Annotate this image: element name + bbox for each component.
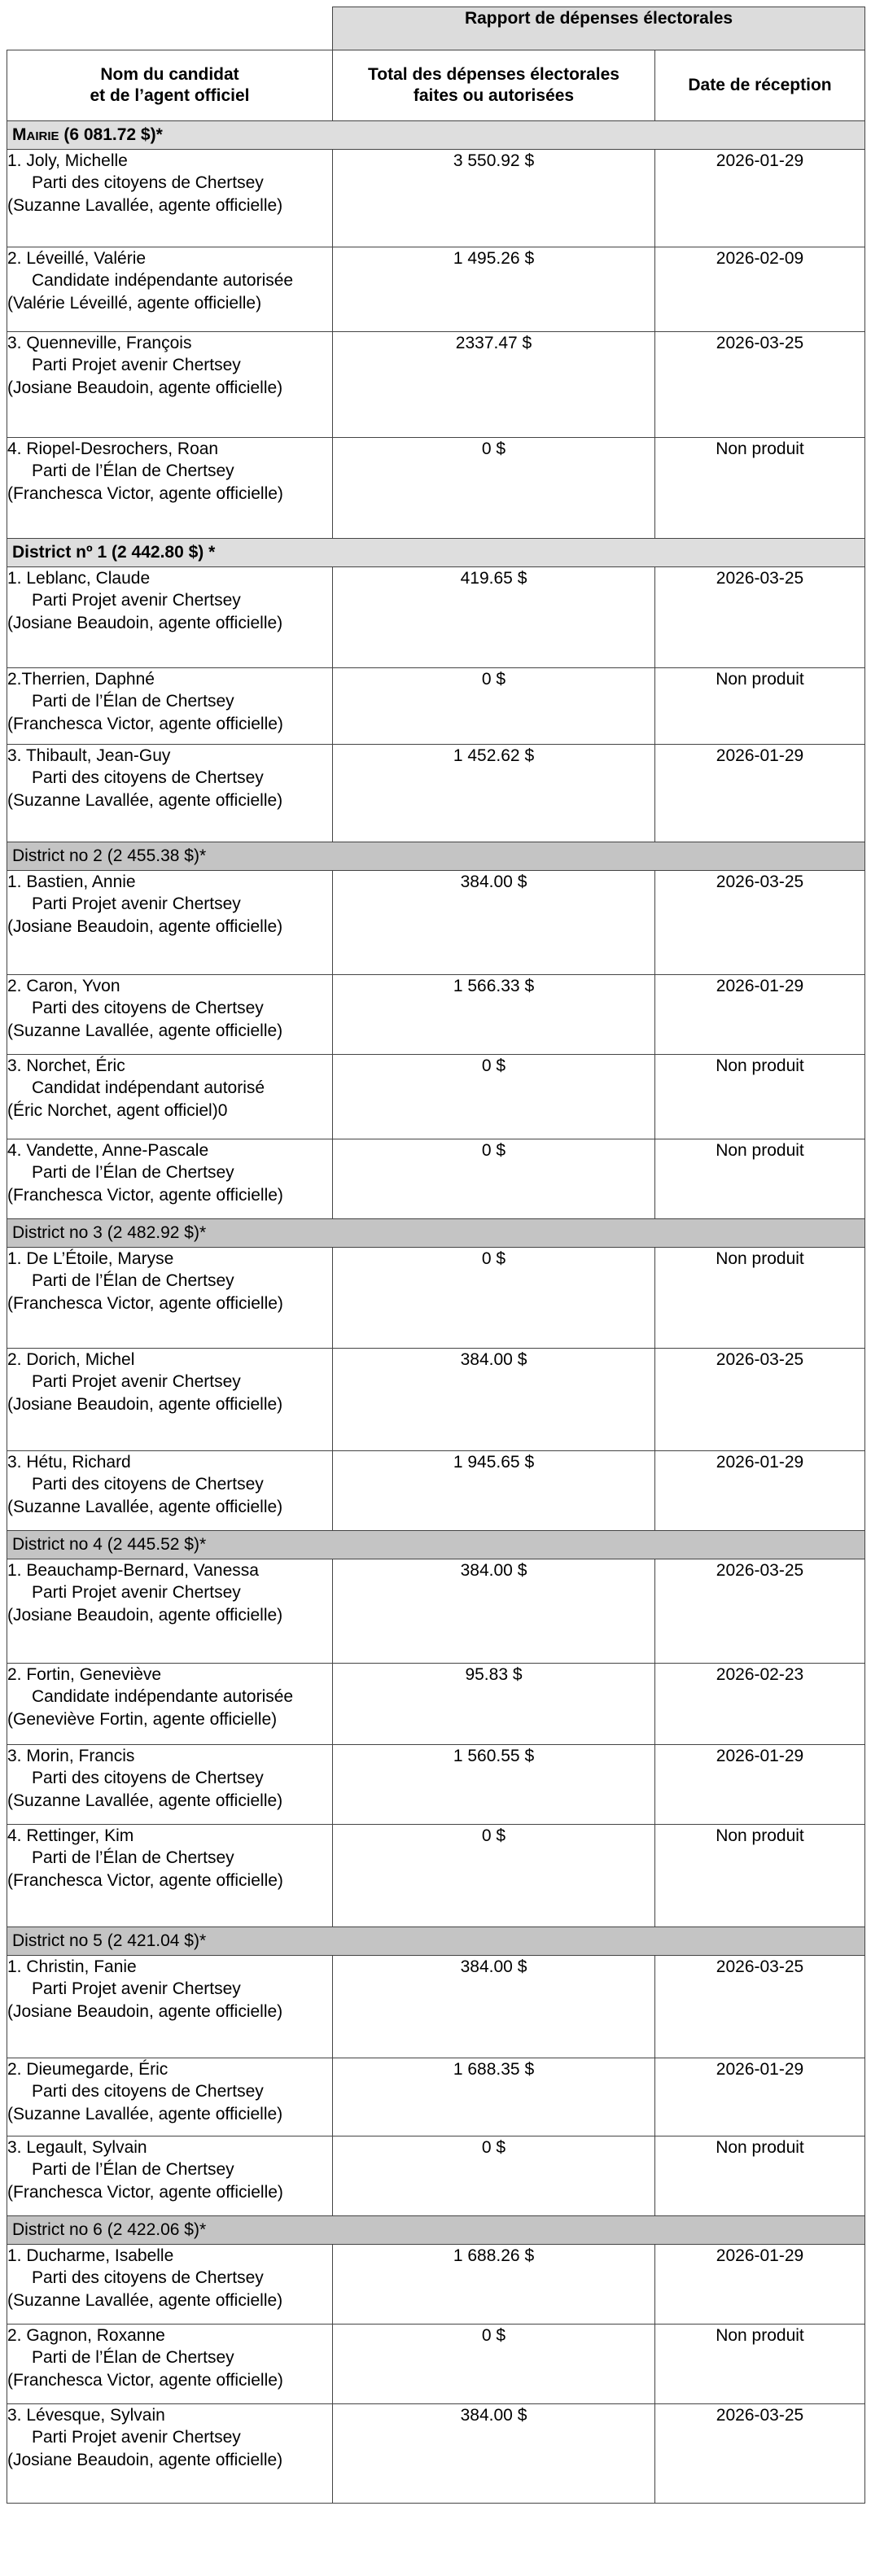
section-header-row xyxy=(7,2216,865,2245)
table-row xyxy=(7,1559,865,1664)
report-body xyxy=(7,121,865,2504)
expense-total: 0 $ xyxy=(333,2325,655,2404)
section-header-row xyxy=(7,539,865,567)
expense-total: 1 688.35 $ xyxy=(333,2058,655,2136)
candidate-party: Parti Projet avenir Chertsey xyxy=(32,2428,241,2447)
column-header-total xyxy=(333,50,655,121)
official-agent: (Josiane Beaudoin, agente officielle) xyxy=(7,2001,283,2021)
section-title: District no 4 (2 445.52 $)* xyxy=(7,1531,865,1559)
expense-total: 0 $ xyxy=(333,1248,655,1349)
official-agent: (Franchesca Victor, agente officielle) xyxy=(7,1293,283,1313)
expense-total: 0 $ xyxy=(333,2136,655,2216)
table-row xyxy=(7,1956,865,2058)
reception-date: 2026-01-29 xyxy=(655,150,865,247)
reception-date: Non produit xyxy=(655,668,865,745)
candidate-cell xyxy=(7,1664,333,1745)
column-header-total-line1: Total des dépenses électorales xyxy=(368,64,619,84)
candidate-name: 3. Morin, Francis xyxy=(7,1747,135,1765)
expense-total: 3 550.92 $ xyxy=(333,150,655,247)
reception-date: Non produit xyxy=(655,438,865,539)
official-agent: (Éric Norchet, agent officiel)0 xyxy=(7,1100,228,1120)
official-agent: (Josiane Beaudoin, agente officielle) xyxy=(7,1605,283,1625)
candidate-cell xyxy=(7,2058,333,2136)
table-row xyxy=(7,745,865,842)
section-header-row xyxy=(7,1531,865,1559)
table-row xyxy=(7,1451,865,1531)
reception-date: 2026-01-29 xyxy=(655,1745,865,1825)
candidate-party: Parti de l’Élan de Chertsey xyxy=(32,1848,234,1868)
expense-total: 95.83 $ xyxy=(333,1664,655,1745)
expense-total: 384.00 $ xyxy=(333,1559,655,1664)
candidate-name: 3. Quenneville, François xyxy=(7,334,192,352)
table-row xyxy=(7,1055,865,1139)
reception-date: Non produit xyxy=(655,1248,865,1349)
official-agent: (Suzanne Lavallée, agente officielle) xyxy=(7,2104,283,2123)
candidate-party: Parti de l’Élan de Chertsey xyxy=(32,1271,234,1291)
candidate-cell xyxy=(7,2404,333,2504)
candidate-party: Candidate indépendante autorisée xyxy=(32,271,294,291)
section-header-row xyxy=(7,1219,865,1248)
section-title: District no 2 (2 455.38 $)* xyxy=(7,842,865,871)
reception-date: 2026-03-25 xyxy=(655,1559,865,1664)
candidate-cell xyxy=(7,150,333,247)
candidate-name: 1. De L’Étoile, Maryse xyxy=(7,1249,174,1268)
table-row xyxy=(7,567,865,668)
candidate-name: 1. Christin, Fanie xyxy=(7,1957,137,1976)
official-agent: (Franchesca Victor, agente officielle) xyxy=(7,2370,283,2390)
reception-date: 2026-01-29 xyxy=(655,975,865,1055)
candidate-cell xyxy=(7,2136,333,2216)
candidate-name: 1. Joly, Michelle xyxy=(7,151,128,170)
candidate-cell xyxy=(7,567,333,668)
candidate-cell xyxy=(7,745,333,842)
official-agent: (Franchesca Victor, agente officielle) xyxy=(7,483,283,503)
expense-total: 419.65 $ xyxy=(333,567,655,668)
official-agent: (Franchesca Victor, agente officielle) xyxy=(7,1185,283,1205)
candidate-party: Parti Projet avenir Chertsey xyxy=(32,356,241,375)
candidate-party: Parti des citoyens de Chertsey xyxy=(32,2082,264,2101)
section-title: District no 5 (2 421.04 $)* xyxy=(7,1927,865,1956)
table-row xyxy=(7,2404,865,2504)
reception-date: 2026-03-25 xyxy=(655,871,865,975)
expense-total: 0 $ xyxy=(333,1055,655,1139)
candidate-party: Parti des citoyens de Chertsey xyxy=(32,768,264,788)
candidate-cell xyxy=(7,1956,333,2058)
candidate-cell xyxy=(7,668,333,745)
expense-total: 1 495.26 $ xyxy=(333,247,655,332)
candidate-name: 4. Vandette, Anne-Pascale xyxy=(7,1141,209,1160)
official-agent: (Josiane Beaudoin, agente officielle) xyxy=(7,1394,283,1414)
candidate-name: 2. Caron, Yvon xyxy=(7,977,120,995)
candidate-party: Parti des citoyens de Chertsey xyxy=(32,1475,264,1494)
table-row xyxy=(7,247,865,332)
expense-total: 384.00 $ xyxy=(333,1956,655,2058)
candidate-name: 2. Dorich, Michel xyxy=(7,1350,135,1369)
candidate-cell xyxy=(7,871,333,975)
candidate-cell xyxy=(7,1745,333,1825)
table-row xyxy=(7,332,865,438)
candidate-cell xyxy=(7,1139,333,1219)
candidate-cell xyxy=(7,1248,333,1349)
candidate-cell xyxy=(7,1451,333,1531)
candidate-name: 3. Legault, Sylvain xyxy=(7,2138,147,2157)
candidate-cell xyxy=(7,1349,333,1451)
expense-total: 0 $ xyxy=(333,438,655,539)
table-row xyxy=(7,871,865,975)
official-agent: (Josiane Beaudoin, agente officielle) xyxy=(7,916,283,936)
section-title: Mairie (6 081.72 $)* xyxy=(7,121,865,150)
candidate-name: 2. Dieumegarde, Éric xyxy=(7,2060,169,2079)
candidate-name: 4. Riopel-Desrochers, Roan xyxy=(7,440,219,458)
official-agent: (Suzanne Lavallée, agente officielle) xyxy=(7,195,283,215)
official-agent: (Suzanne Lavallée, agente officielle) xyxy=(7,1021,283,1040)
report-title: Rapport de dépenses électorales xyxy=(333,7,865,50)
candidate-cell xyxy=(7,1559,333,1664)
expense-total: 384.00 $ xyxy=(333,2404,655,2504)
expense-total: 1 945.65 $ xyxy=(333,1451,655,1531)
section-header-row xyxy=(7,1927,865,1956)
section-title: District no 6 (2 422.06 $)* xyxy=(7,2216,865,2245)
candidate-party: Parti Projet avenir Chertsey xyxy=(32,1979,241,1999)
official-agent: (Franchesca Victor, agente officielle) xyxy=(7,2182,283,2202)
candidate-name: 2. Fortin, Geneviève xyxy=(7,1665,162,1684)
reception-date: Non produit xyxy=(655,2325,865,2404)
expense-total: 384.00 $ xyxy=(333,871,655,975)
reception-date: 2026-01-29 xyxy=(655,2058,865,2136)
candidate-name: 1. Ducharme, Isabelle xyxy=(7,2246,174,2265)
column-header-date: Date de réception xyxy=(655,50,865,121)
table-row xyxy=(7,1349,865,1451)
candidate-name: 3. Hétu, Richard xyxy=(7,1453,131,1472)
reception-date: Non produit xyxy=(655,1139,865,1219)
expense-total: 0 $ xyxy=(333,1825,655,1927)
candidate-name: 3. Norchet, Éric xyxy=(7,1056,125,1075)
candidate-name: 3. Lévesque, Sylvain xyxy=(7,2406,165,2425)
candidate-cell xyxy=(7,1055,333,1139)
reception-date: 2026-02-09 xyxy=(655,247,865,332)
official-agent: (Geneviève Fortin, agente officielle) xyxy=(7,1709,278,1729)
table-row xyxy=(7,2136,865,2216)
candidate-cell xyxy=(7,975,333,1055)
section-title: District no 3 (2 482.92 $)* xyxy=(7,1219,865,1248)
candidate-party: Parti de l’Élan de Chertsey xyxy=(32,692,234,711)
table-row xyxy=(7,438,865,539)
candidate-party: Parti Projet avenir Chertsey xyxy=(32,1583,241,1603)
column-header-candidate-line1: Nom du candidat xyxy=(100,64,239,84)
column-header-row xyxy=(7,50,865,121)
candidate-party: Parti des citoyens de Chertsey xyxy=(32,173,264,193)
candidate-party: Parti Projet avenir Chertsey xyxy=(32,591,241,610)
section-title: District nº 1 (2 442.80 $) * xyxy=(7,539,865,567)
reception-date: 2026-01-29 xyxy=(655,1451,865,1531)
candidate-cell xyxy=(7,1825,333,1927)
expense-total: 2337.47 $ xyxy=(333,332,655,438)
official-agent: (Josiane Beaudoin, agente officielle) xyxy=(7,613,283,632)
expense-total: 384.00 $ xyxy=(333,1349,655,1451)
candidate-name: 2. Gagnon, Roxanne xyxy=(7,2326,165,2345)
candidate-cell xyxy=(7,2245,333,2325)
reception-date: 2026-01-29 xyxy=(655,2245,865,2325)
candidate-party: Candidate indépendante autorisée xyxy=(32,1687,294,1707)
table-row xyxy=(7,975,865,1055)
candidate-party: Parti de l’Élan de Chertsey xyxy=(32,2160,234,2180)
reception-date: 2026-03-25 xyxy=(655,332,865,438)
table-row xyxy=(7,1139,865,1219)
reception-date: 2026-03-25 xyxy=(655,1349,865,1451)
candidate-cell xyxy=(7,332,333,438)
column-header-candidate-line2: et de l’agent officiel xyxy=(90,86,250,105)
expense-total: 1 688.26 $ xyxy=(333,2245,655,2325)
candidate-name: 1. Bastien, Annie xyxy=(7,873,136,891)
blank-corner-cell xyxy=(7,7,333,50)
official-agent: (Suzanne Lavallée, agente officielle) xyxy=(7,2290,283,2310)
table-row xyxy=(7,150,865,247)
candidate-name: 2. Léveillé, Valérie xyxy=(7,249,147,268)
candidate-name: 3. Thibault, Jean-Guy xyxy=(7,746,171,765)
column-header-total-line2: faites ou autorisées xyxy=(413,86,575,105)
reception-date: 2026-01-29 xyxy=(655,745,865,842)
candidate-name: 1. Beauchamp-Bernard, Vanessa xyxy=(7,1561,259,1580)
expense-total: 0 $ xyxy=(333,668,655,745)
reception-date: 2026-03-25 xyxy=(655,2404,865,2504)
candidate-party: Parti des citoyens de Chertsey xyxy=(32,2268,264,2288)
candidate-party: Parti de l’Élan de Chertsey xyxy=(32,2348,234,2368)
table-row xyxy=(7,2325,865,2404)
table-row xyxy=(7,2245,865,2325)
section-header-row xyxy=(7,842,865,871)
reception-date: Non produit xyxy=(655,1055,865,1139)
official-agent: (Valérie Léveillé, agente officielle) xyxy=(7,293,262,313)
expense-report-table xyxy=(7,7,865,2504)
table-row xyxy=(7,1745,865,1825)
candidate-cell xyxy=(7,438,333,539)
candidate-name: 1. Leblanc, Claude xyxy=(7,569,151,588)
candidate-party: Candidat indépendant autorisé xyxy=(32,1078,265,1098)
candidate-name: 2.Therrien, Daphné xyxy=(7,670,155,689)
column-header-candidate xyxy=(7,50,333,121)
expense-total: 0 $ xyxy=(333,1139,655,1219)
candidate-party: Parti de l’Élan de Chertsey xyxy=(32,461,234,481)
expense-total: 1 560.55 $ xyxy=(333,1745,655,1825)
reception-date: 2026-02-23 xyxy=(655,1664,865,1745)
official-agent: (Suzanne Lavallée, agente officielle) xyxy=(7,790,283,810)
candidate-party: Parti de l’Élan de Chertsey xyxy=(32,1163,234,1183)
candidate-cell xyxy=(7,247,333,332)
table-row xyxy=(7,668,865,745)
reception-date: Non produit xyxy=(655,2136,865,2216)
table-row xyxy=(7,1248,865,1349)
candidate-party: Parti des citoyens de Chertsey xyxy=(32,999,264,1018)
candidate-party: Parti Projet avenir Chertsey xyxy=(32,894,241,914)
candidate-party: Parti des citoyens de Chertsey xyxy=(32,1769,264,1788)
official-agent: (Josiane Beaudoin, agente officielle) xyxy=(7,378,283,397)
candidate-party: Parti Projet avenir Chertsey xyxy=(32,1372,241,1392)
expense-total: 1 452.62 $ xyxy=(333,745,655,842)
table-row xyxy=(7,1664,865,1745)
reception-date: 2026-03-25 xyxy=(655,1956,865,2058)
official-agent: (Suzanne Lavallée, agente officielle) xyxy=(7,1791,283,1810)
section-header-row xyxy=(7,121,865,150)
official-agent: (Franchesca Victor, agente officielle) xyxy=(7,1870,283,1890)
expense-total: 1 566.33 $ xyxy=(333,975,655,1055)
reception-date: Non produit xyxy=(655,1825,865,1927)
reception-date: 2026-03-25 xyxy=(655,567,865,668)
candidate-name: 4. Rettinger, Kim xyxy=(7,1826,134,1845)
official-agent: (Josiane Beaudoin, agente officielle) xyxy=(7,2450,283,2469)
candidate-cell xyxy=(7,2325,333,2404)
report-title-row xyxy=(7,7,865,50)
table-row xyxy=(7,1825,865,1927)
official-agent: (Franchesca Victor, agente officielle) xyxy=(7,714,283,733)
table-row xyxy=(7,2058,865,2136)
official-agent: (Suzanne Lavallée, agente officielle) xyxy=(7,1497,283,1516)
